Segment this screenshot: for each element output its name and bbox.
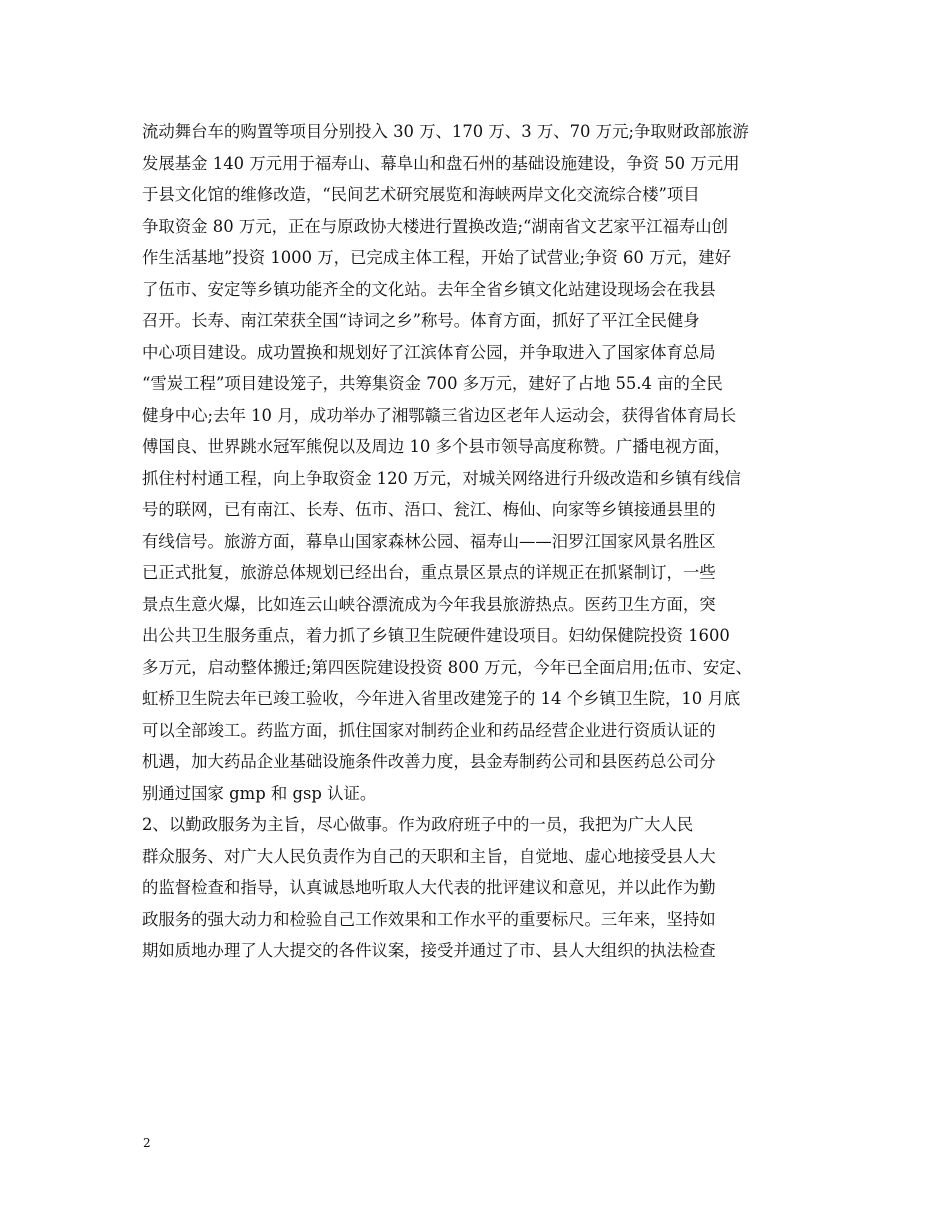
page-number: 2 [143,1136,151,1150]
text-line: 中心项目建设。成功置换和规划好了江滨体育公园，并争取进入了国家体育总局 [142,342,716,362]
text-line: 争取资金 80 万元，正在与原政协大楼进行置换改造;“湖南省文艺家平江福寿山创 [142,216,729,236]
paragraph-start-line: 2、以勤政服务为主旨，尽心做事。作为政府班子中的一员，我把为广大人民 [142,815,694,834]
text-line: 的监督检查和指导，认真诚恳地听取人大代表的批评建议和意见，并以此作为勤 [142,878,716,897]
text-line: 已正式批复，旅游总体规划已经出台，重点景区景点的详规正在抓紧制订，一些 [142,563,716,582]
text-line: 政服务的强大动力和检验自己工作效果和工作水平的重要标尺。三年来，坚持如 [142,909,716,929]
text-line: 傅国良、世界跳水冠军熊倪以及周边 10 多个县市领导高度称赞。广播电视方面， [142,437,731,456]
text-line: 出公共卫生服务重点，着力抓了乡镇卫生院硬件建设项目。妇幼保健院投资 1600 [142,626,730,645]
text-line: 抓住村村通工程，向上争取资金 120 万元，对城关网络进行升级改造和乡镇有线信 [142,468,741,488]
text-line: 于县文化馆的维修改造，“民间艺术研究展览和海峡两岸文化交流综合楼”项目 [142,185,700,204]
text-line: 了伍市、安定等乡镇功能齐全的文化站。去年全省乡镇文化站建设现场会在我县 [142,279,716,299]
text-line: 群众服务、对广大人民负责作为自己的天职和主旨，自觉地、虚心地接受县人大 [142,846,716,866]
text-line: 健身中心;去年 10 月，成功举办了湘鄂赣三省边区老年人运动会，获得省体育局长 [142,405,737,425]
text-line: 别通过国家 gmp 和 gsp 认证。 [142,783,377,803]
body-text [142,116,842,967]
text-line: 召开。长寿、南江荣获全国“诗词之乡”称号。体育方面，抓好了平江全民健身 [142,311,700,330]
text-line: 作生活基地”投资 1000 万，已完成主体工程，开始了试营业;争资 60 万元，建好 [142,248,732,267]
text-line: 虹桥卫生院去年已竣工验收，今年进入省里改建笼子的 14 个乡镇卫生院，10 月底 [142,689,741,708]
text-line: 流动舞台车的购置等项目分别投入 30 万、170 万、3 万、70 万元;争取财政部旅游 [142,122,749,141]
text-line: “雪炭工程”项目建设笼子，共筹集资金 700 多万元，建好了占地 55.4 亩的全民 [142,374,723,393]
text-line: 景点生意火爆，比如连云山峡谷漂流成为今年我县旅游热点。医药卫生方面，突 [142,594,716,614]
text-line: 有线信号。旅游方面，幕阜山国家森林公园、福寿山——汨罗江国家风景名胜区 [142,531,716,551]
text-line: 期如质地办理了人大提交的各件议案，接受并通过了市、县人大组织的执法检查 [142,941,716,960]
text-line: 可以全部竣工。药监方面，抓住国家对制药企业和药品经营企业进行资质认证的 [142,720,716,740]
text-line: 发展基金 140 万元用于福寿山、幕阜山和盘石州的基础设施建设，争资 50 万元用 [142,153,740,173]
text-line: 号的联网，已有南江、长寿、伍市、浯口、瓮江、梅仙、向家等乡镇接通县里的 [142,500,716,519]
text-line: 多万元，启动整体搬迁;第四医院建设投资 800 万元，今年已全面启用;伍市、安定、 [142,657,753,677]
text-line: 机遇，加大药品企业基础设施条件改善力度，县金寿制药公司和县医药总公司分 [142,752,716,771]
